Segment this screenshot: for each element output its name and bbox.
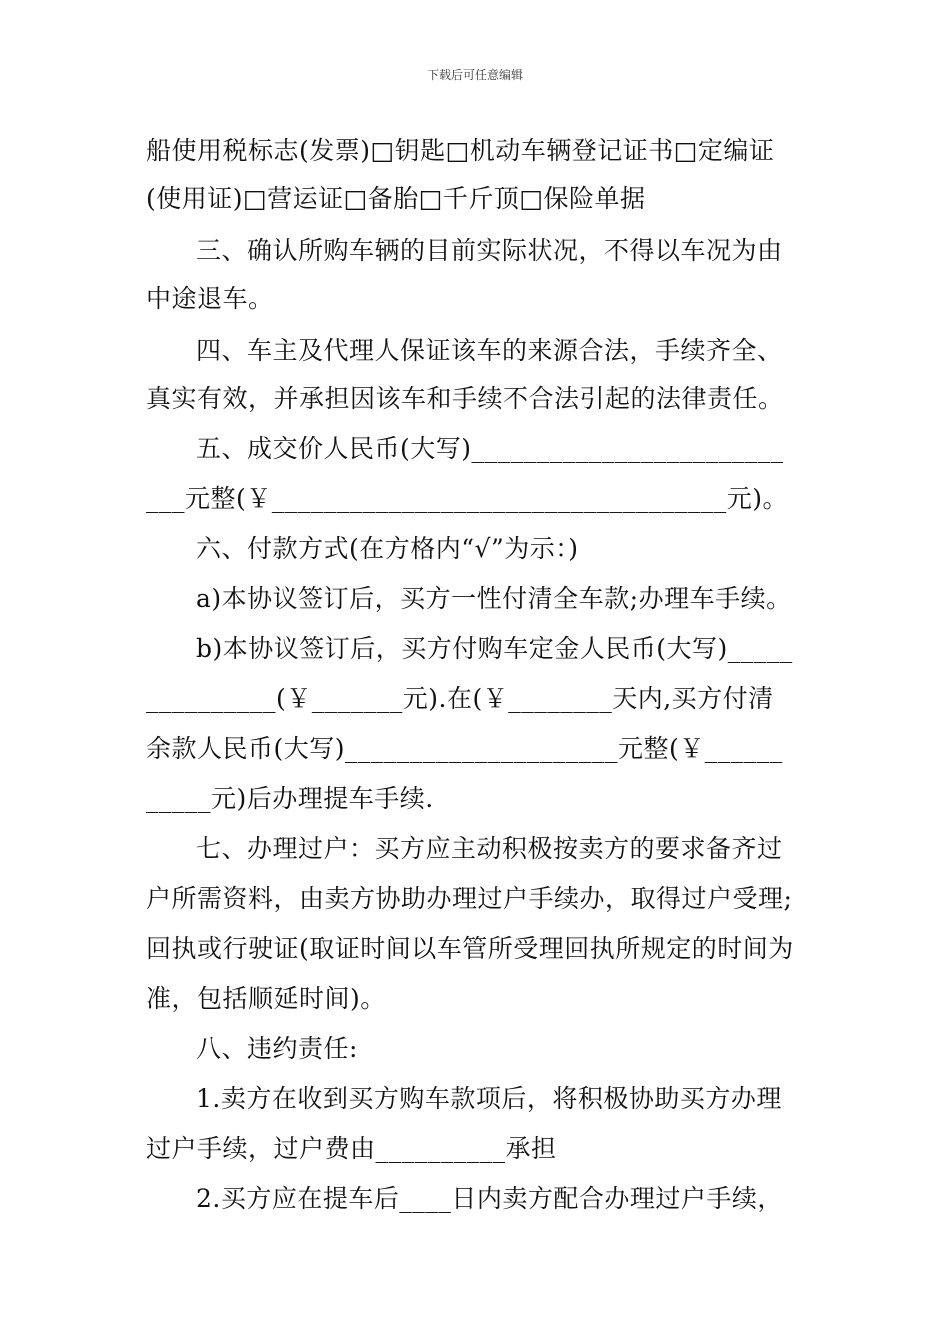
text-line: 余款人民币(大写)_____________________元整(￥______ <box>146 734 783 763</box>
text-line: 过户手续，过户费由__________承担 <box>146 1134 557 1163</box>
text-line: 三、确认所购车辆的目前实际状况，不得以车况为由 <box>196 236 783 265</box>
text-line: 回执或行驶证(取证时间以车管所受理回执所规定的时间为 <box>146 934 794 963</box>
text-line: _____元)后办理提车手续. <box>146 784 434 813</box>
page-header: 下载后可任意编辑 <box>426 68 523 82</box>
text-line: 准，包括顺延时间)。 <box>146 984 386 1013</box>
text-line: 七、办理过户：买方应主动积极按卖方的要求备齐过 <box>196 834 783 863</box>
text-line: b)本协议签订后，买方付购车定金人民币(大写)_____ <box>196 634 793 663</box>
text-line: a)本协议签订后，买方一性付清全车款;办理车手续。 <box>196 584 792 613</box>
text-line: 2.买方应在提车后____日内卖方配合办理过户手续， <box>196 1184 783 1213</box>
text-line: __________(￥_______元).在(￥________天内,买方付清 <box>146 684 774 713</box>
text-line: 1.卖方在收到买方购车款项后，将积极协助买方办理 <box>196 1084 782 1113</box>
text-line: ___元整(￥___________________________________元)。 <box>146 484 789 513</box>
text-line: 中途退车。 <box>146 284 274 313</box>
text-line: (使用证)□营运证□备胎□千斤顶□保险单据 <box>146 184 646 213</box>
text-line: 五、成交价人民币(大写)________________________ <box>196 434 784 463</box>
text-line: 户所需资料，由卖方协助办理过户手续办，取得过户受理; <box>146 884 793 913</box>
text-line: 八、违约责任: <box>196 1034 358 1063</box>
text-line: 真实有效，并承担因该车和手续不合法引起的法律责任。 <box>146 384 784 413</box>
text-line: 船使用税标志(发票)□钥匙□机动车辆登记证书□定编证 <box>146 136 775 165</box>
text-line: 六、付款方式(在方格内“√”为示：) <box>196 534 579 563</box>
text-line: 四、车主及代理人保证该车的来源合法，手续齐全、 <box>196 336 783 365</box>
